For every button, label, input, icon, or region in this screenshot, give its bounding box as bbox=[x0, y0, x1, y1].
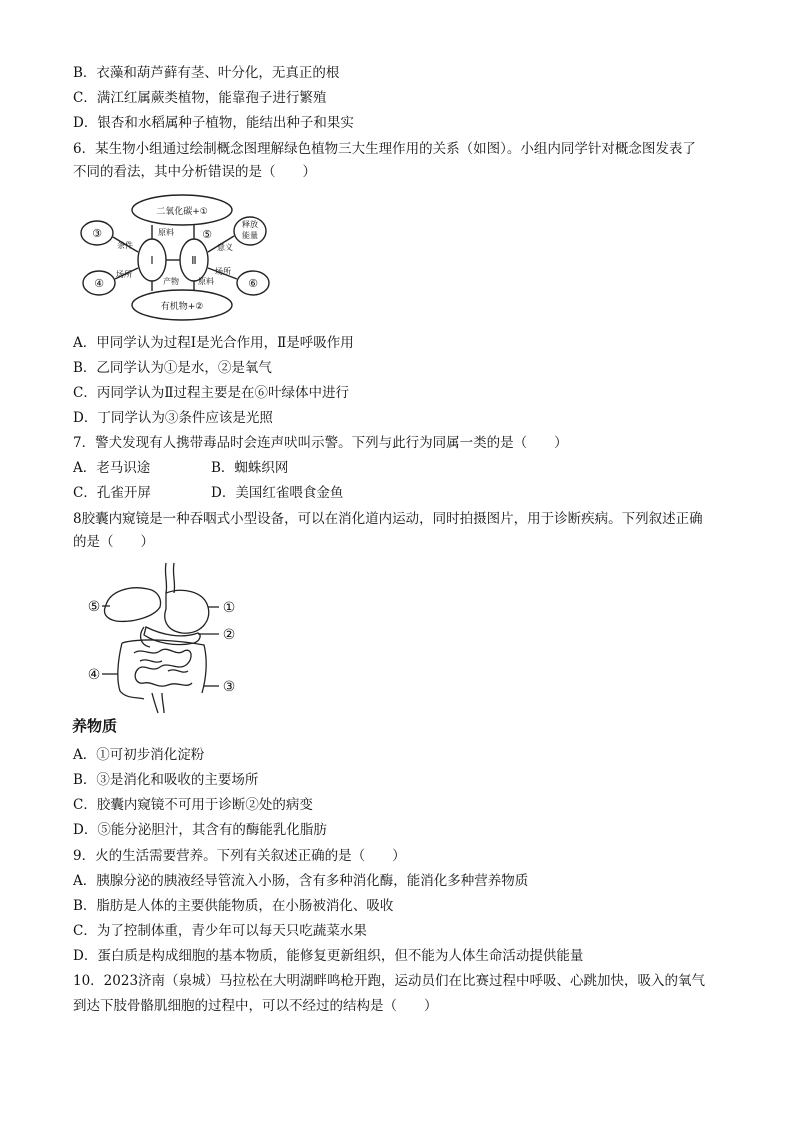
q7-option-d: D．美国红雀喂食金鱼 bbox=[211, 485, 344, 501]
q7-stem: 7．警犬发现有人携带毒品时会连声吠叫示警。下列与此行为同属一类的是（ ） bbox=[73, 435, 568, 451]
q7-option-c: C．孔雀开屏 bbox=[73, 485, 151, 501]
q6-option-a: A．甲同学认为过程Ⅰ是光合作用，Ⅱ是呼吸作用 bbox=[73, 335, 354, 351]
q9-stem: 9．火的生活需要营养。下列有关叙述正确的是（ ） bbox=[73, 848, 406, 864]
fig6-product: 产物 bbox=[163, 277, 179, 286]
fig6-raw-material-1: 原料 bbox=[158, 228, 174, 237]
q9-option-a: A．胰腺分泌的胰液经导管流入小肠，含有多种消化酶，能消化多种营养物质 bbox=[73, 873, 529, 889]
q6-option-b: B．乙同学认为①是水，②是氧气 bbox=[73, 360, 272, 376]
q8-stem-line2: 的是（ ） bbox=[73, 534, 154, 550]
fig6-process-1: Ⅰ bbox=[150, 254, 154, 267]
q5-option-b: B．衣藻和葫芦藓有茎、叶分化，无真正的根 bbox=[73, 65, 340, 81]
fig6-process-2: Ⅱ bbox=[191, 254, 197, 267]
fig8-label-5: ⑤ bbox=[87, 599, 101, 615]
fig6-site-left: 场所 bbox=[116, 270, 132, 279]
q9-option-d: D．蛋白质是构成细胞的基本物质，能修复更新组织，但不能为人体生命活动提供能量 bbox=[73, 948, 584, 964]
fig6-energy: 能量 bbox=[242, 231, 258, 240]
fig8-label-4: ④ bbox=[87, 667, 101, 683]
q8-digestive-system-figure bbox=[82, 561, 242, 716]
q10-stem-line2: 到达下肢骨骼肌细胞的过程中，可以不经过的结构是（ ） bbox=[73, 998, 438, 1014]
q8-option-b: B．③是消化和吸收的主要场所 bbox=[73, 772, 259, 788]
fig6-num-3: ③ bbox=[92, 227, 102, 240]
q5-option-d: D．银杏和水稻属种子植物，能结出种子和果实 bbox=[73, 115, 354, 131]
q9-option-b: B．脂肪是人体的主要供能物质，在小肠被消化、吸收 bbox=[73, 898, 394, 914]
q6-stem-line2: 不同的看法，其中分析错误的是（ ） bbox=[73, 164, 316, 180]
fig8-label-2: ② bbox=[222, 627, 236, 643]
fig8-label-3: ③ bbox=[222, 679, 236, 695]
fig6-meaning: 意义 bbox=[217, 243, 233, 252]
q6-option-c: C．丙同学认为Ⅱ过程主要是在⑥叶绿体中进行 bbox=[73, 385, 350, 401]
q8-stem-line1: 8胶囊内窥镜是一种吞咽式小型设备，可以在消化道内运动，同时拍摄图片，用于诊断疾病。下列叙述正确 bbox=[73, 511, 703, 527]
q8-option-a: A．①可初步消化淀粉 bbox=[73, 747, 205, 763]
fig6-condition: 条件 bbox=[117, 241, 133, 250]
fig6-num-5: ⑤ bbox=[202, 228, 212, 241]
fig6-site-right: 场所 bbox=[215, 267, 231, 276]
q7-option-a: A．老马识途 bbox=[73, 460, 151, 476]
fig6-raw-material-2: 原料 bbox=[198, 277, 214, 286]
q6-concept-map-figure bbox=[78, 188, 278, 328]
q5-option-c: C．满江红属蕨类植物，能靠孢子进行繁殖 bbox=[73, 90, 327, 106]
fig6-num-4: ④ bbox=[94, 277, 104, 290]
fig6-bottom-label: 有机物+② bbox=[160, 302, 204, 312]
q10-stem-line1: 10．2023济南（泉城）马拉松在大明湖畔鸣枪开跑，运动员们在比赛过程中呼吸、心跳加快，吸入的氧气 bbox=[73, 973, 706, 989]
q9-option-c: C．为了控制体重，青少年可以每天只吃蔬菜水果 bbox=[73, 923, 367, 939]
q6-stem-line1: 6．某生物小组通过绘制概念图理解绿色植物三大生理作用的关系（如图）。小组内同学针对概念图发表了 bbox=[73, 141, 696, 157]
fig6-top-label: 二氧化碳+① bbox=[156, 207, 208, 217]
q8-option-d: D．⑤能分泌胆汁，其含有的酶能乳化脂肪 bbox=[73, 822, 327, 838]
q6-option-d: D．丁同学认为③条件应该是光照 bbox=[73, 410, 273, 426]
fig6-release: 释放 bbox=[242, 220, 258, 229]
q7-option-b: B．蜘蛛织网 bbox=[211, 460, 289, 476]
q8-option-c: C．胶囊内窥镜不可用于诊断②处的病变 bbox=[73, 797, 313, 813]
q8-figure-caption-fragment: 养物质 bbox=[72, 717, 118, 735]
fig6-num-6: ⑥ bbox=[248, 277, 258, 290]
fig8-label-1: ① bbox=[222, 600, 236, 616]
